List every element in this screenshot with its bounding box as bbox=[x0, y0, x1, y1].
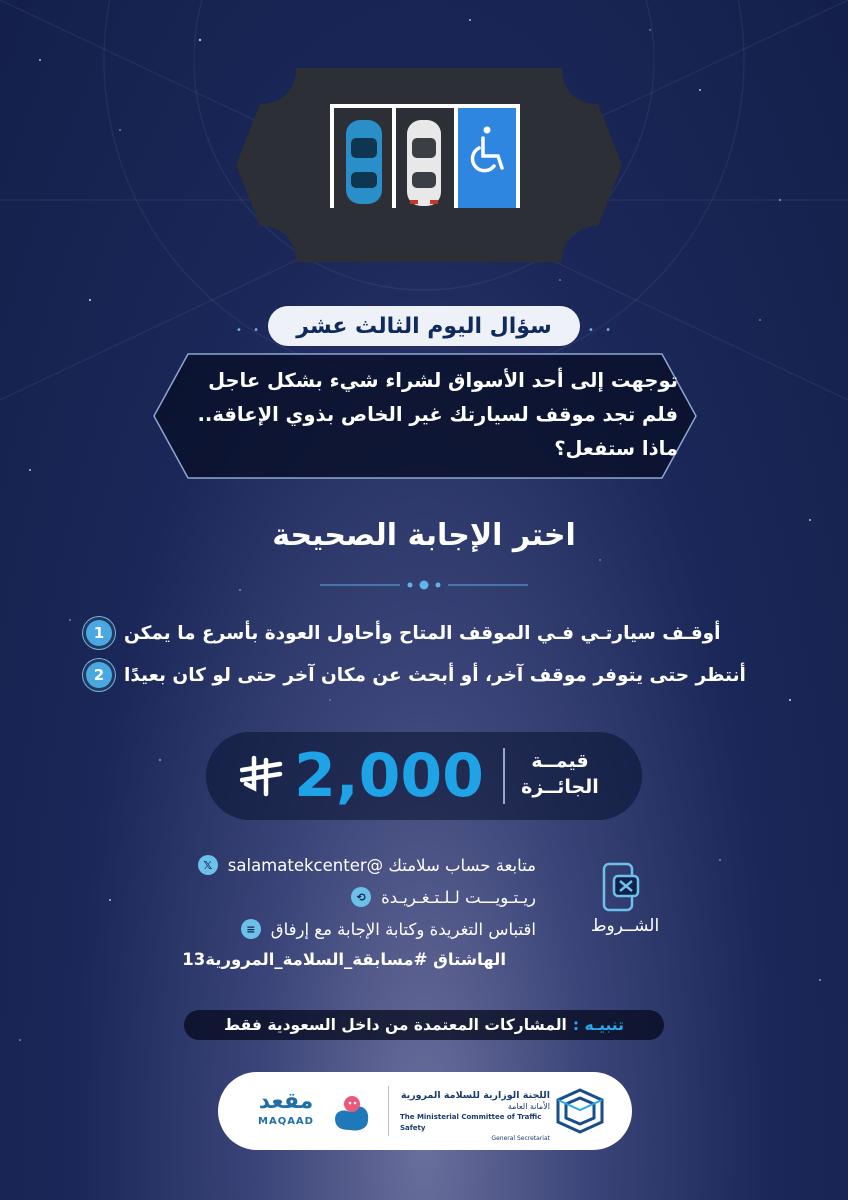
question-line: توجهت إلى أحد الأسواق لشراء شيء بشكل عاجل bbox=[208, 369, 678, 392]
pill-dots-right: • • bbox=[588, 325, 615, 336]
accessible-spot bbox=[458, 108, 516, 208]
answer-option-1[interactable] bbox=[86, 616, 786, 650]
retweet-icon: ⟲ bbox=[351, 887, 371, 907]
question-line: فلم تجد موقف لسيارتك غير الخاص بذوي الإعاقة.. bbox=[197, 403, 678, 426]
secretariat-ar: الأمانة العامة bbox=[507, 1102, 550, 1111]
prize-amount: 2,000 bbox=[294, 741, 484, 811]
teal-car bbox=[346, 120, 382, 204]
notice-bar bbox=[184, 1010, 664, 1040]
committee-name-ar: اللجنة الوزارية للسلامة المرورية bbox=[400, 1090, 550, 1101]
condition-text: متابعة حساب سلامتك @salamatekcenter bbox=[227, 855, 536, 875]
condition-quote bbox=[241, 916, 536, 942]
option-number-badge: 2 bbox=[86, 662, 112, 688]
choose-answer-title: اختر الإجابة الصحيحة bbox=[272, 518, 576, 553]
riyal-symbol-icon bbox=[240, 754, 284, 798]
maqaad-logo-icon bbox=[330, 1090, 374, 1134]
phone-x-icon bbox=[600, 862, 640, 912]
notice-text: المشاركات المعتمدة من داخل السعودية فقط bbox=[224, 1016, 567, 1034]
condition-text: ريـتـويـــت لـلـتـغـريـدة bbox=[381, 887, 536, 907]
prize-separator bbox=[503, 748, 505, 804]
question-line: ماذا ستفعل؟ bbox=[554, 437, 678, 460]
notice-label: تنبيـه : bbox=[572, 1016, 624, 1034]
secretariat-en: General Secretariat bbox=[491, 1135, 550, 1142]
x-icon: 𝕏 bbox=[198, 855, 218, 875]
condition-hashtag bbox=[182, 946, 506, 972]
prize-label bbox=[514, 748, 606, 806]
divider-ornament bbox=[320, 578, 528, 592]
condition-text: الهاشتاق #مسابقة_السلامة_المرورية13 bbox=[182, 949, 506, 969]
maqaad-text-block bbox=[244, 1088, 328, 1132]
option-number-badge: 1 bbox=[86, 620, 112, 646]
footer-separator bbox=[388, 1086, 389, 1136]
conditions-label: الشــروط bbox=[590, 916, 660, 936]
condition-follow bbox=[198, 852, 536, 878]
committee-logo-icon bbox=[554, 1088, 606, 1134]
day-title: سؤال اليوم الثالث عشر bbox=[268, 306, 580, 346]
committee-name-en: The Ministerial Committee of Traffic Safety bbox=[400, 1113, 542, 1132]
maqaad-name-en: MAQAAD bbox=[258, 1116, 314, 1127]
prize-label-line: قيمــة bbox=[531, 750, 589, 772]
condition-text: اقتباس التغريدة وكتابة الإجابة مع إرفاق bbox=[270, 919, 536, 939]
option-text: أنتظر حتى يتوفر موقف آخر، أو أبحث عن مكان آخر حتى لو كان بعيدًا bbox=[124, 664, 746, 686]
parking-illustration bbox=[236, 68, 622, 262]
option-text: أوقـف سيارتـي فـي الموقف المتاح وأحاول العودة بأسرع ما يمكن bbox=[124, 622, 721, 644]
answer-option-2[interactable] bbox=[86, 658, 786, 692]
text-lines-icon: ≡ bbox=[241, 919, 261, 939]
white-car bbox=[407, 120, 441, 206]
prize-label-line: الجائــزة bbox=[521, 776, 599, 798]
maqaad-name-ar: مقعد bbox=[258, 1089, 314, 1114]
question-text bbox=[172, 364, 678, 474]
committee-text-block bbox=[400, 1090, 550, 1142]
condition-retweet bbox=[351, 884, 536, 910]
pill-dots-left: • • bbox=[236, 325, 263, 336]
